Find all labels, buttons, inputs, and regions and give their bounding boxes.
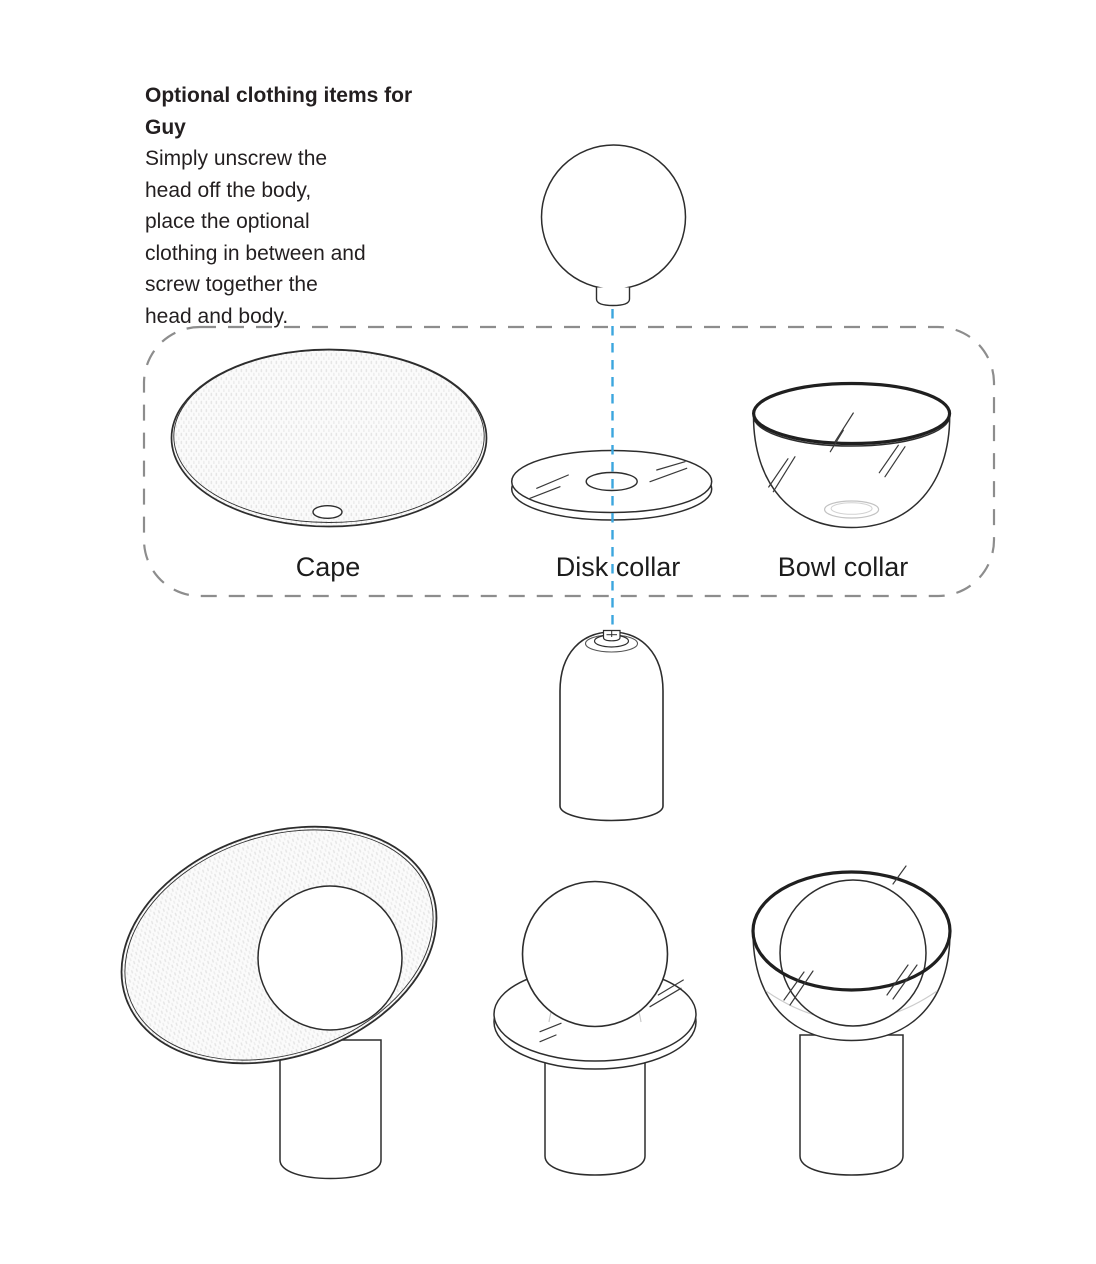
head-circle	[542, 145, 686, 289]
assembled-cape-figure	[89, 786, 468, 1178]
instruction-line: head and body.	[145, 304, 289, 328]
head-in-bowl	[780, 880, 926, 1026]
screw-connector	[597, 288, 630, 306]
cape-label: Cape	[295, 552, 361, 582]
instruction-line: Simply unscrew the	[145, 147, 328, 170]
head-through-cape	[258, 886, 402, 1030]
assembled-bowl-figure	[753, 866, 950, 1175]
cape-hole	[313, 506, 342, 519]
instructions-block	[145, 80, 445, 332]
instruction-line: clothing in between and	[145, 241, 366, 265]
disk-collar-label: Disk collar	[555, 552, 681, 582]
assembled-disk-figure	[494, 882, 696, 1176]
body-drawing	[560, 631, 663, 821]
head-sphere-drawing	[542, 145, 686, 306]
bowl-collar-label: Bowl collar	[777, 552, 909, 582]
cape-drawing	[172, 350, 487, 527]
instruction-line: screw together the	[145, 273, 318, 296]
instruction-line: head off the body,	[145, 178, 312, 202]
page-title: Optional clothing items for Guy	[145, 84, 413, 139]
head-on-disk	[523, 882, 668, 1027]
instruction-line: place the optional	[145, 210, 310, 233]
bowl-collar-drawing	[754, 384, 950, 528]
